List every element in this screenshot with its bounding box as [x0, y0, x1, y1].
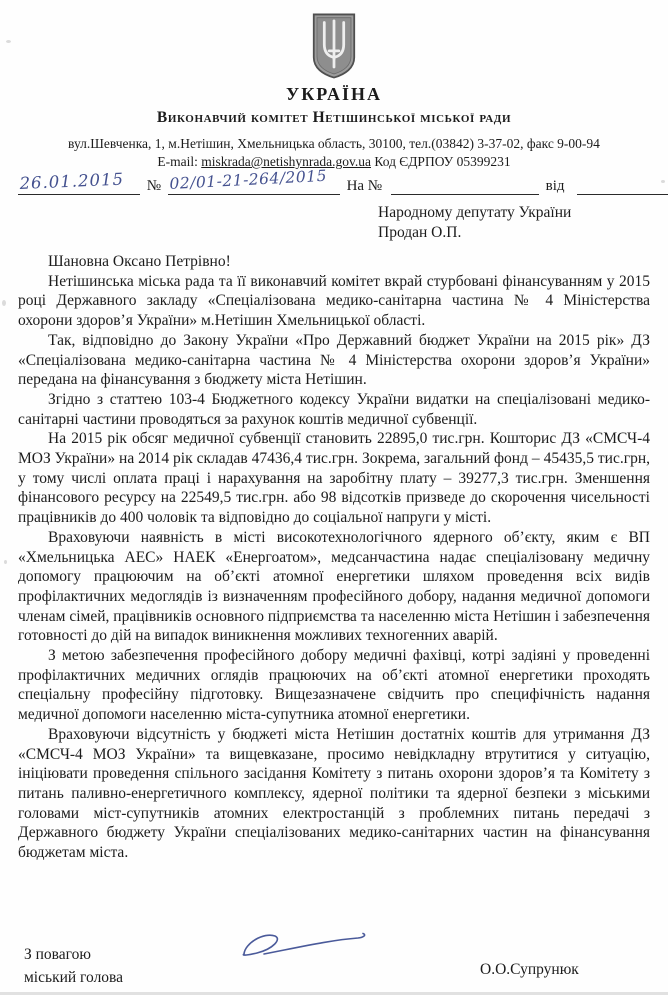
number-label: №: [146, 178, 162, 194]
from-date-blank: [577, 176, 668, 195]
letterhead: [18, 12, 650, 170]
date-blank: [18, 169, 140, 195]
letter-body: [18, 252, 650, 863]
ukraine-trident-emblem-icon: [309, 12, 359, 80]
scan-artifact: [2, 300, 6, 306]
signature-closing: З повагою: [24, 946, 91, 963]
recipient-block: [378, 203, 571, 243]
recipient-line1: Народному депутату України: [378, 204, 572, 221]
signer-title: міський голова: [24, 969, 124, 986]
letterhead-address: вул.Шевченка, 1, м.Нетішин, Хмельницька область, 30100, тел.(03842) 3-37-02, факс 9-00-94: [68, 136, 600, 151]
handwritten-signature-icon: [228, 926, 378, 966]
from-label: від: [545, 178, 565, 194]
signer-name: О.О.Супрунюк: [480, 961, 579, 978]
salutation: Шановна Оксано Петрівно!: [48, 253, 231, 270]
scan-artifact: [4, 560, 7, 564]
body-paragraph: Нетішинська міська рада та її виконавчий комітет вкрай стурбовані фінансуванням у 2015 році Державного закладу «Спеціалізована медико-санітарна частина № 4 Міністерства охорони здоров’я України» м.Нетішин Хмельницької області.: [18, 272, 650, 330]
body-paragraph: Так, відповідно до Закону України «Про Державний бюджет України на 2015 рік» ДЗ «Спеціалізована медико-санітарна частина № 4 Міністерства охорони здоров’я України» передана на фінансування з бюджету міста Нетішин.: [18, 331, 650, 389]
email-address: miskrada@netishynrada.gov.ua: [201, 154, 371, 169]
scan-artifact: [6, 40, 11, 43]
reference-line: [18, 166, 654, 200]
handwritten-number: 02/01-21-264/2015: [168, 166, 328, 193]
reply-label: На №: [346, 178, 383, 194]
reply-number-blank: [391, 176, 539, 195]
email-label: E-mail:: [157, 154, 198, 169]
body-paragraph: Враховуючи відсутність у бюджеті міста Нетішин достатніх коштів для утримання ДЗ «СМСЧ-4 МОЗ України» та вищевказане, просимо невідкладну втрутитися у ситуацію, ініціювати проведення спільного засідання Комітету з питань охорони здоров’я та Комітету з питань паливно-енергетичного комплексу, ядерної політики та ядерної безпеки з міськими головами міст-супутників атомних електростанцій з проблемних питань передачі з Державного бюджету України спеціалізованих медико-санітарних частин на фінансування бюджетам міста.: [18, 725, 650, 862]
letterhead-contact-line: [18, 154, 650, 170]
body-paragraphs: [18, 272, 650, 863]
handwritten-date: 26.01.2015: [19, 169, 125, 193]
number-blank: [168, 166, 340, 195]
letterhead-organization: Виконавчий комітет Нетішинської міської ради: [156, 109, 512, 126]
body-paragraph: На 2015 рік обсяг медичної субвенції становить 22895,0 тис.грн. Кошторис ДЗ «СМСЧ-4 МОЗ України» на 2014 рік складав 47436,4 тис.грн. Зокрема, загальний фонд – 45435,5 тис.грн, у тому числі оплата праці і нарахування на заробітну плату – 39277,3 тис.грн. Зменшення фінансового ресурсу на 22549,5 тис.грн. або 98 відсотків призведе до скорочення чисельності працівників до 400 чоловік та відповідно до соціальної напруги у місті.: [18, 430, 650, 527]
body-paragraph: З метою забезпечення професійного добору медичні фахівці, котрі задіяні у проведенні профілактичних медичних оглядів працюючих на об’єкті атомної енергетики проходять спеціальну професійну підготовку. Вищезазначене свідчить про специфічність надання медичної допомоги населенню міста-супутника атомної енергетики.: [18, 647, 650, 724]
edrpou-code: Код ЄДРПОУ 05399231: [374, 154, 511, 169]
body-paragraph: Згідно з статтею 103-4 Бюджетного кодексу України видатки на спеціалізовані медико-санітарні частини проводяться за рахунок коштів медичної субвенції.: [18, 390, 650, 428]
recipient-line2: Продан О.П.: [378, 224, 462, 241]
letterhead-country: УКРАЇНА: [286, 84, 382, 104]
body-paragraph: Враховуючи наявність в місті високотехнологічного ядерного об’єкту, яким є ВП «Хмельницька АЕС» НАЕК «Енергоатом», медсанчастина надає спеціалізовану медичну допомогу працюючим на об’єкті атомної енергетики шляхом проведення всіх видів профілактичних медоглядів із визначенням професійного добору, надання медичної допомоги членам сімей, працівників основного підприємства та населенню міста Нетішин і забезпечення готовності до дій на випадок виникнення можливих техногенних аварій.: [18, 528, 650, 645]
